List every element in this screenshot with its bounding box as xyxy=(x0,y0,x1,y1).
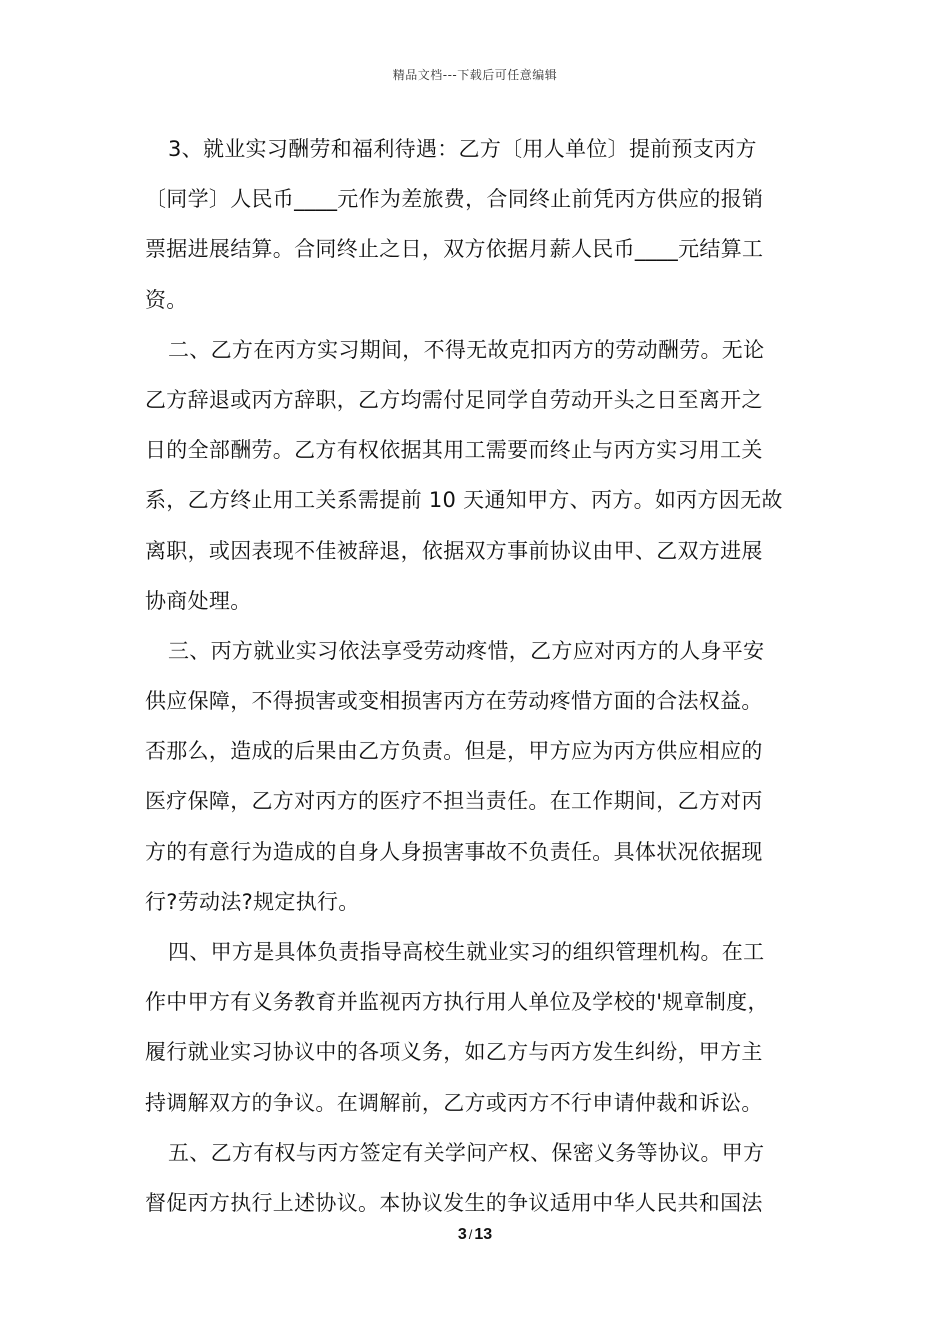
total-pages: 13 xyxy=(474,1226,493,1243)
paragraph-line: 履行就业实习协议中的各项义务，如乙方与丙方发生纠纷，甲方主 xyxy=(145,1040,763,1065)
paragraph-line: 四、甲方是具体负责指导高校生就业实习的组织管理机构。在工 xyxy=(168,940,765,964)
paragraph-line: 票据进展结算。合同终止之日，双方依据月薪人民币____元结算工 xyxy=(145,237,764,262)
paragraph-line: 五、乙方有权与丙方签定有关学问产权、保密义务等协议。甲方 xyxy=(168,1140,765,1165)
paragraph-line: 二、乙方在丙方实习期间，不得无故克扣丙方的劳动酬劳。无论 xyxy=(168,337,765,362)
paragraph-line: 协商处理。 xyxy=(145,588,252,613)
paragraph-line: 三、丙方就业实习依法享受劳动疼惜，乙方应对丙方的人身平安 xyxy=(168,638,765,663)
paragraph-line: 行?劳动法?规定执行。 xyxy=(145,889,360,914)
paragraph-line: 方的有意行为造成的自身人身损害事故不负责任。具体状况依据现 xyxy=(145,839,763,864)
paragraph-line: 督促丙方执行上述协议。本协议发生的争议适用中华人民共和国法 xyxy=(145,1190,763,1215)
current-page: 3 xyxy=(457,1226,467,1243)
paragraph-line: 〔同学〕人民币____元作为差旅费，合同终止前凭丙方供应的报销 xyxy=(145,187,764,212)
paragraph-line: 资。 xyxy=(145,287,188,312)
document-body xyxy=(145,124,807,1228)
paragraph-line: 系，乙方终止用工关系需提前 10 天通知甲方、丙方。如丙方因无故 xyxy=(145,488,783,513)
paragraph-line: 供应保障，不得损害或变相损害丙方在劳动疼惜方面的合法权益。 xyxy=(145,689,763,714)
page-separator: / xyxy=(468,1227,473,1242)
paragraph-line: 持调解双方的争议。在调解前，乙方或丙方不行申请仲裁和诉讼。 xyxy=(145,1090,763,1115)
paragraph-line: 乙方辞退或丙方辞职，乙方均需付足同学自劳动开头之日至离开之 xyxy=(145,387,763,412)
page-header: 精品文档---下载后可任意编辑 xyxy=(392,68,558,82)
paragraph-line: 医疗保障，乙方对丙方的医疗不担当责任。在工作期间，乙方对丙 xyxy=(145,789,763,814)
page-number xyxy=(0,1226,950,1244)
paragraph-line: 否那么，造成的后果由乙方负责。但是，甲方应为丙方供应相应的 xyxy=(145,739,763,764)
paragraph-line: 3、就业实习酬劳和福利待遇：乙方〔用人单位〕提前预支丙方 xyxy=(168,137,757,161)
paragraph-line: 离职，或因表现不佳被辞退，依据双方事前协议由甲、乙双方进展 xyxy=(145,538,763,563)
paragraph-line: 日的全部酬劳。乙方有权依据其用工需要而终止与丙方实习用工关 xyxy=(145,438,763,463)
paragraph-line: 作中甲方有义务教育并监视丙方执行用人单位及学校的'规章制度， xyxy=(145,990,769,1015)
